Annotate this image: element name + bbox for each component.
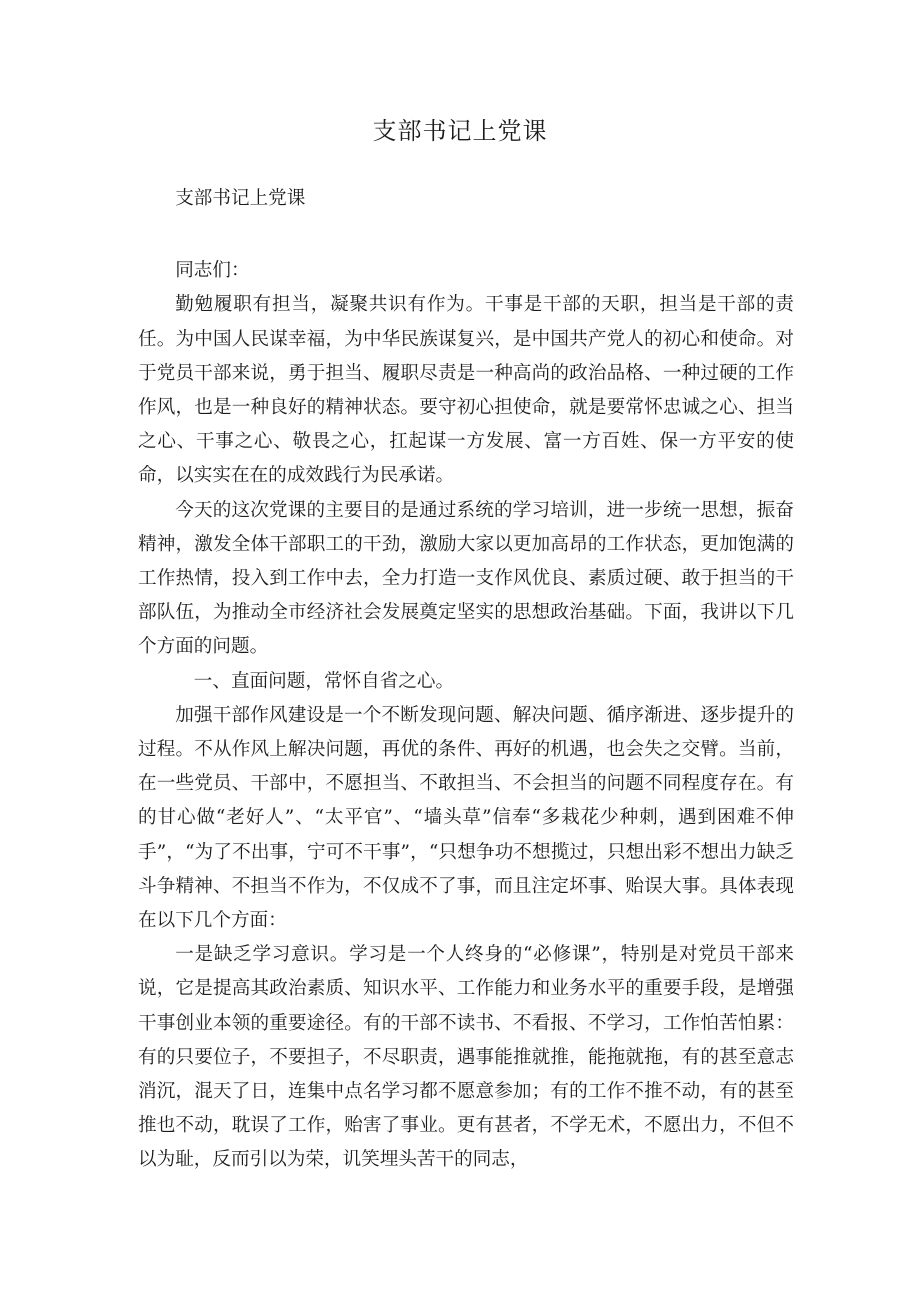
paragraph-2: 今天的这次党课的主要目的是通过系统的学习培训，进一步统一思想，振奋精神，激发全体干部职工的干劲，激励大家以更加高昂的工作状态，更加饱满的工作热情，投入到工作中去，全力打造一支作风优良、素质过硬、敢于担当的干部队伍，为推动全市经济社会发展奠定坚实的思想政治基础。下面，我讲以下几个方面的问题。 [138, 499, 794, 658]
paragraph-1: 勤勉履职有担当，凝聚共识有作为。干事是干部的天职，担当是干部的责任。为中国人民谋幸福，为中华民族谋复兴，是中国共产党人的初心和使命。对于党员干部来说，勇于担当、履职尽责是一种高尚的政治品格、一种过硬的工作作风，也是一种良好的精神状态。要守初心担使命，就是要常怀忠诚之心、担当之心、干事之心、敬畏之心，扛起谋一方发展、富一方百姓、保一方平安的使命，以实实在在的成效践行为民承诺。 [138, 294, 794, 487]
document-subtitle: 支部书记上党课 [175, 188, 306, 209]
salutation: 同志们： [175, 260, 250, 282]
document-body [138, 182, 794, 1178]
document-title: 支部书记上党课 [372, 117, 548, 145]
section-heading: 一、直面问题，常怀自省之心。 [193, 670, 455, 692]
section-paragraph-2: 一是缺乏学习意识。学习是一个人终身的“必修课”，特别是对党员干部来说，它是提高其政治素质、知识水平、工作能力和业务水平的重要手段，是增强干事创业本领的重要途径。有的干部不读书、不看报、不学习，工作怕苦怕累：有的只要位子，不要担子，不尽职责，遇事能推就推，能拖就拖，有的甚至意志消沉，混天了日，连集中点名学习都不愿意参加；有的工作不推不动，有的甚至推也不动，耽误了工作，贻害了事业。更有甚者，不学无术，不愿出力，不但不以为耻，反而引以为荣，讥笑埋头苦干的同志， [138, 944, 794, 1171]
spacer [138, 216, 794, 254]
section-paragraph-1: 加强干部作风建设是一个不断发现问题、解决问题、循序渐进、逐步提升的过程。不从作风上解决问题，再优的条件、再好的机遇，也会失之交臂。当前，在一些党员、干部中，不愿担当、不敢担当、不会担当的问题不同程度存在。有的甘心做“老好人”、“太平官”、“墙头草”信奉“多栽花少种刺，遇到困难不伸手”，“为了不出事，宁可不干事”，“只想争功不想揽过，只想出彩不想出力缺乏斗争精神、不担当不作为，不仅成不了事，而且注定坏事、贻误大事。具体表现在以下几个方面： [138, 704, 794, 932]
